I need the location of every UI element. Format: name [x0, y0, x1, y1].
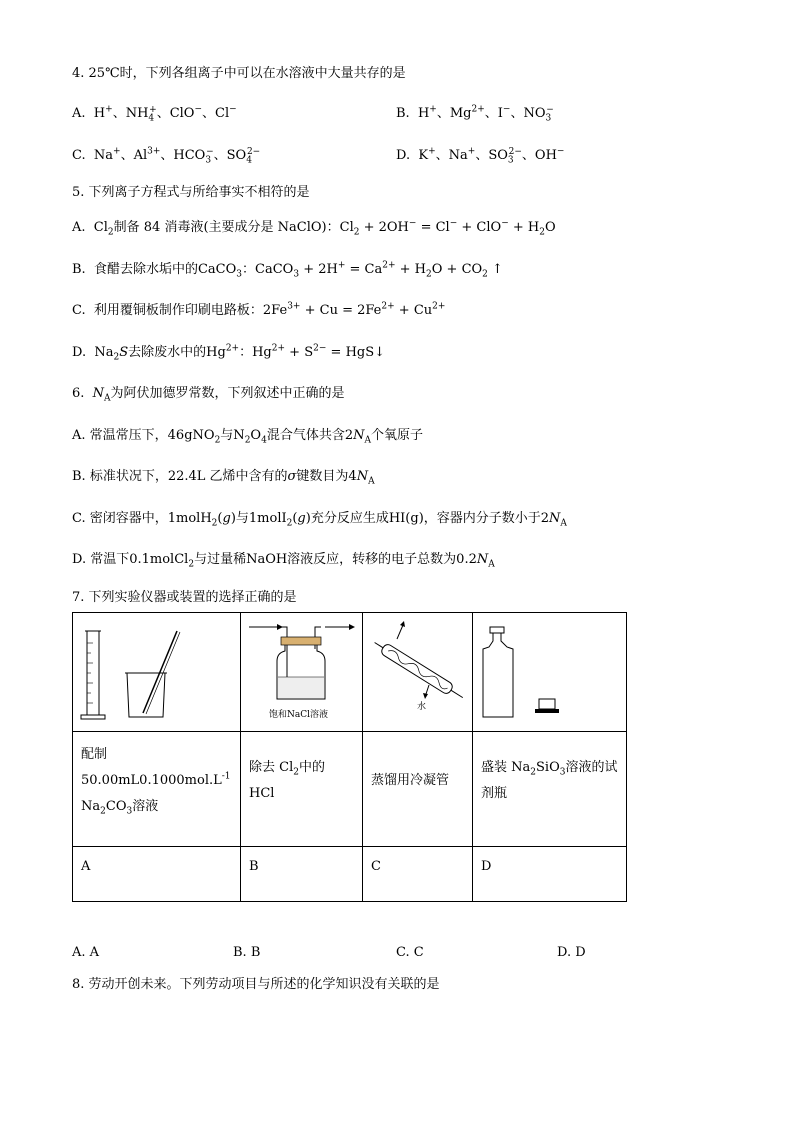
q4-stem: 4. 25℃时，下列各组离子中可以在水溶液中大量共存的是: [72, 66, 406, 81]
option-b-description: 除去 $Cl_2$中的 HCl: [241, 732, 363, 847]
q5-option-b: B. 食醋去除水垢中的CaCO$_3$：CaCO$_3$ + $2H^+ = Ca^{2+} + H_2O + CO_2$ ↑: [72, 260, 503, 280]
graduated-cylinder-and-beaker-icon: [73, 613, 240, 727]
apparatus-table: [72, 612, 627, 902]
option-c-letter: C: [363, 847, 473, 902]
reagent-bottle-icon: [473, 613, 626, 727]
cylinder-beaker-figure: [73, 613, 241, 732]
option-a-description: 配制 $50.00mL0.1000mol.L^{-1}$ $Na_2CO_3$溶液: [73, 732, 241, 847]
condenser-figure: [363, 613, 473, 732]
option-a-letter: A: [73, 847, 241, 902]
q5-option-a: A. $Cl_2$制备 84 消毒液(主要成分是 NaClO)：$Cl_2 + 2OH^- = Cl^- + ClO^- + H_2O$: [72, 218, 556, 238]
q8-stem: 8. 劳动开创未来。下列劳动项目与所述的化学知识没有关联的是: [72, 977, 440, 992]
q6-option-c: C. 密闭容器中，1molH$_2$(g)与1molI$_2$(g)充分反应生成HI(g)，容器内分子数小于$2N_A$: [72, 511, 567, 529]
q6-stem: 6. $N_A$为阿伏加德罗常数，下列叙述中正确的是: [72, 386, 345, 404]
q7-stem: 7. 下列实验仪器或装置的选择正确的是: [72, 590, 297, 605]
q5-stem: 5. 下列离子方程式与所给事实不相符的是: [72, 185, 310, 200]
option-d-letter: D: [473, 847, 627, 902]
q5-option-c: C. 利用覆铜板制作印刷电路板：$2Fe^{3+} + Cu = 2Fe^{2+} + Cu^{2+}$: [72, 301, 446, 318]
q7-answer-d: D. D: [557, 945, 586, 960]
q4-option-c: C. Na+、$Al^{3+}$、$HCO_3^-$、$SO_4^{2-}$: [72, 146, 261, 166]
bottle-caption: 饱和NaCl溶液: [269, 710, 329, 720]
water-caption: 水: [417, 702, 427, 712]
gas-washing-bottle-figure: [241, 613, 363, 732]
q4-option-d: D. K+、Na+、$SO_3^{2-}$、OH−: [396, 146, 565, 166]
q4-option-a: A. H+、$NH_4^+$、ClO−、Cl−: [72, 104, 237, 124]
q6-option-a: A. 常温常压下，46gNO$_2$与$N_2O_4$混合气体共含$2N_A$个氧原子: [72, 428, 423, 446]
option-b-letter: B: [241, 847, 363, 902]
q7-answer-c: C. C: [396, 945, 424, 960]
q7-answer-b: B. B: [233, 945, 261, 960]
q7-answer-a: A. A: [72, 945, 100, 960]
q6-option-d: D. 常温下0.1molCl$_2$与过量稀NaOH溶液反应，转移的电子总数为$0.2N_A$: [72, 552, 495, 570]
q5-option-d: D. $Na_2S$去除废水中的$Hg^{2+}$：$Hg^{2+} + S^{2-}$ = HgS↓: [72, 343, 386, 363]
q6-option-b: B. 标准状况下，22.4L 乙烯中含有的σ键数目为$4N_A$: [72, 469, 375, 487]
option-d-description: 盛装 $Na_2SiO_3$溶液的试 剂瓶: [473, 732, 627, 847]
option-c-description: 蒸馏用冷凝管: [363, 732, 473, 847]
reagent-bottle-figure: [473, 613, 627, 732]
q4-option-b: B. H+、$Mg^{2+}$、I−、$NO_3^-$: [396, 104, 554, 124]
